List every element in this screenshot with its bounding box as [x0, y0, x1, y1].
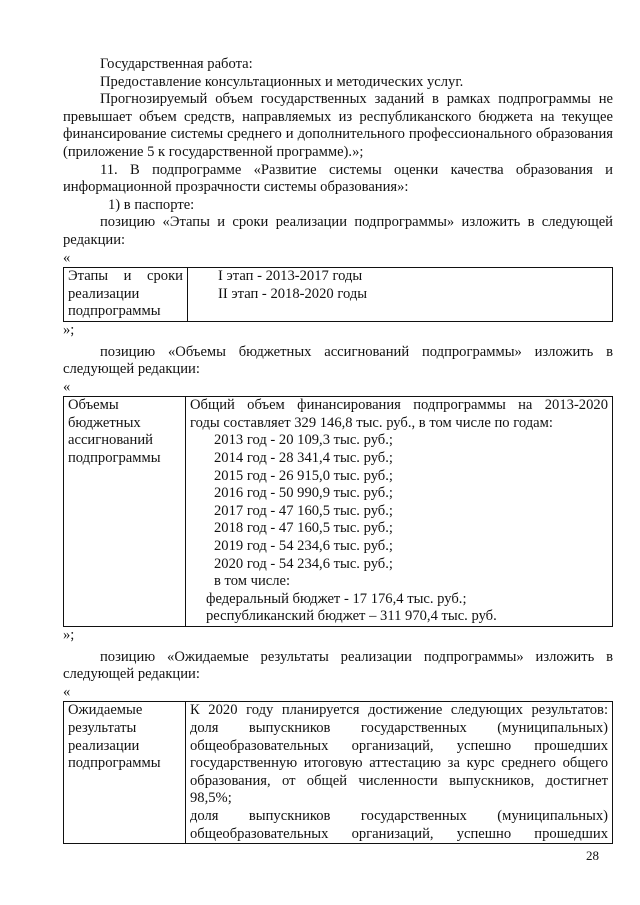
- results-label-cell: [64, 702, 186, 844]
- results-heading: К 2020 году планируется достижение следующих результатов:: [190, 702, 608, 719]
- results-item: доля выпускников государственных (муниципальных) общеобразовательных организаций, успешно прошедших государственную итоговую аттестацию за курс среднего общего образования, от общей численности выпускников, достигнет 98,5%;: [190, 719, 608, 807]
- budget-year-line: 2014 год - 28 341,4 тыс. руб.;: [214, 450, 393, 467]
- budget-label-line: бюджетных: [68, 414, 141, 431]
- budget-label-cell: [64, 397, 186, 627]
- budget-including-line: в том числе:: [214, 573, 291, 590]
- quote-close-1: »;: [63, 321, 75, 338]
- budget-year-line: 2020 год - 54 234,6 тыс. руб.;: [214, 555, 393, 572]
- budget-total-line: Общий объем финансирования подпрограммы на 2013-2020: [190, 397, 608, 414]
- stage-line: I этап - 2013-2017 годы: [218, 268, 363, 285]
- budget-label-line: подпрограммы: [68, 450, 161, 467]
- quote-open-1: «: [63, 249, 71, 266]
- paragraph-budget-intro: позицию «Объемы бюджетных ассигнований подпрограммы» изложить в следующей редакции:: [63, 343, 613, 378]
- budget-republican-line: республиканский бюджет – 311 970,4 тыс. руб.: [206, 608, 497, 625]
- paragraph-forecast: Прогнозируемый объем государственных заданий в рамках подпрограммы не превышает объем средств, направляемых из республиканского бюджета на текущее финансирование системы среднего и дополнительного профессионального образования (приложение 5 к государственной программе).»;: [63, 91, 613, 160]
- stages-value-cell: [188, 268, 613, 322]
- budget-year-line: 2019 год - 54 234,6 тыс. руб.;: [214, 538, 393, 555]
- budget-year-line: 2017 год - 47 160,5 тыс. руб.;: [214, 502, 393, 519]
- paragraph-results-intro: позицию «Ожидаемые результаты реализации подпрограммы» изложить в следующей редакции:: [63, 648, 613, 683]
- budget-year-line: 2016 год - 50 990,9 тыс. руб.;: [214, 485, 393, 502]
- page-number: 28: [586, 848, 599, 863]
- results-label-line: результаты: [68, 719, 137, 736]
- quote-open-3: «: [63, 683, 71, 700]
- results-table: [63, 701, 613, 844]
- quote-open-2: «: [63, 378, 71, 395]
- document-page: [63, 56, 613, 844]
- budget-federal-line: федеральный бюджет - 17 176,4 тыс. руб.;: [206, 590, 467, 607]
- budget-table: [63, 396, 613, 627]
- results-label-line: Ожидаемые: [68, 702, 143, 719]
- paragraph-passport: 1) в паспорте:: [108, 196, 195, 213]
- stages-table: [63, 267, 613, 322]
- results-item: доля выпускников государственных (муниципальных) общеобразовательных организаций, успешно прошедших: [190, 807, 608, 842]
- stages-label-line: Этапы и сроки: [68, 268, 183, 285]
- budget-value-cell: [186, 397, 613, 627]
- results-label-line: реализации: [68, 737, 140, 754]
- quote-close-2: »;: [63, 627, 75, 643]
- paragraph-state-work: Государственная работа:: [100, 56, 253, 72]
- budget-year-line: 2013 год - 20 109,3 тыс. руб.;: [214, 432, 393, 449]
- results-label-line: подпрограммы: [68, 755, 161, 772]
- stage-line: II этап - 2018-2020 годы: [218, 285, 368, 302]
- paragraph-subprogram-11: 11. В подпрограмме «Развитие системы оценки качества образования и информационной прозрачности системы образования»:: [63, 161, 613, 196]
- budget-year-line: 2018 год - 47 160,5 тыс. руб.;: [214, 520, 393, 537]
- budget-total-line: годы составляет 329 146,8 тыс. руб., в том числе по годам:: [190, 414, 553, 431]
- budget-year-line: 2015 год - 26 915,0 тыс. руб.;: [214, 467, 393, 484]
- budget-label-line: Объемы: [68, 397, 119, 414]
- stages-label-line: реализации: [68, 285, 140, 302]
- paragraph-services: Предоставление консультационных и методических услуг.: [100, 73, 464, 90]
- results-value-cell: [186, 702, 613, 844]
- stages-label-line: подпрограммы: [68, 303, 161, 320]
- paragraph-stages-intro: позицию «Этапы и сроки реализации подпрограммы» изложить в следующей редакции:: [63, 214, 613, 248]
- stages-label-cell: [64, 268, 188, 322]
- budget-label-line: ассигнований: [68, 432, 153, 449]
